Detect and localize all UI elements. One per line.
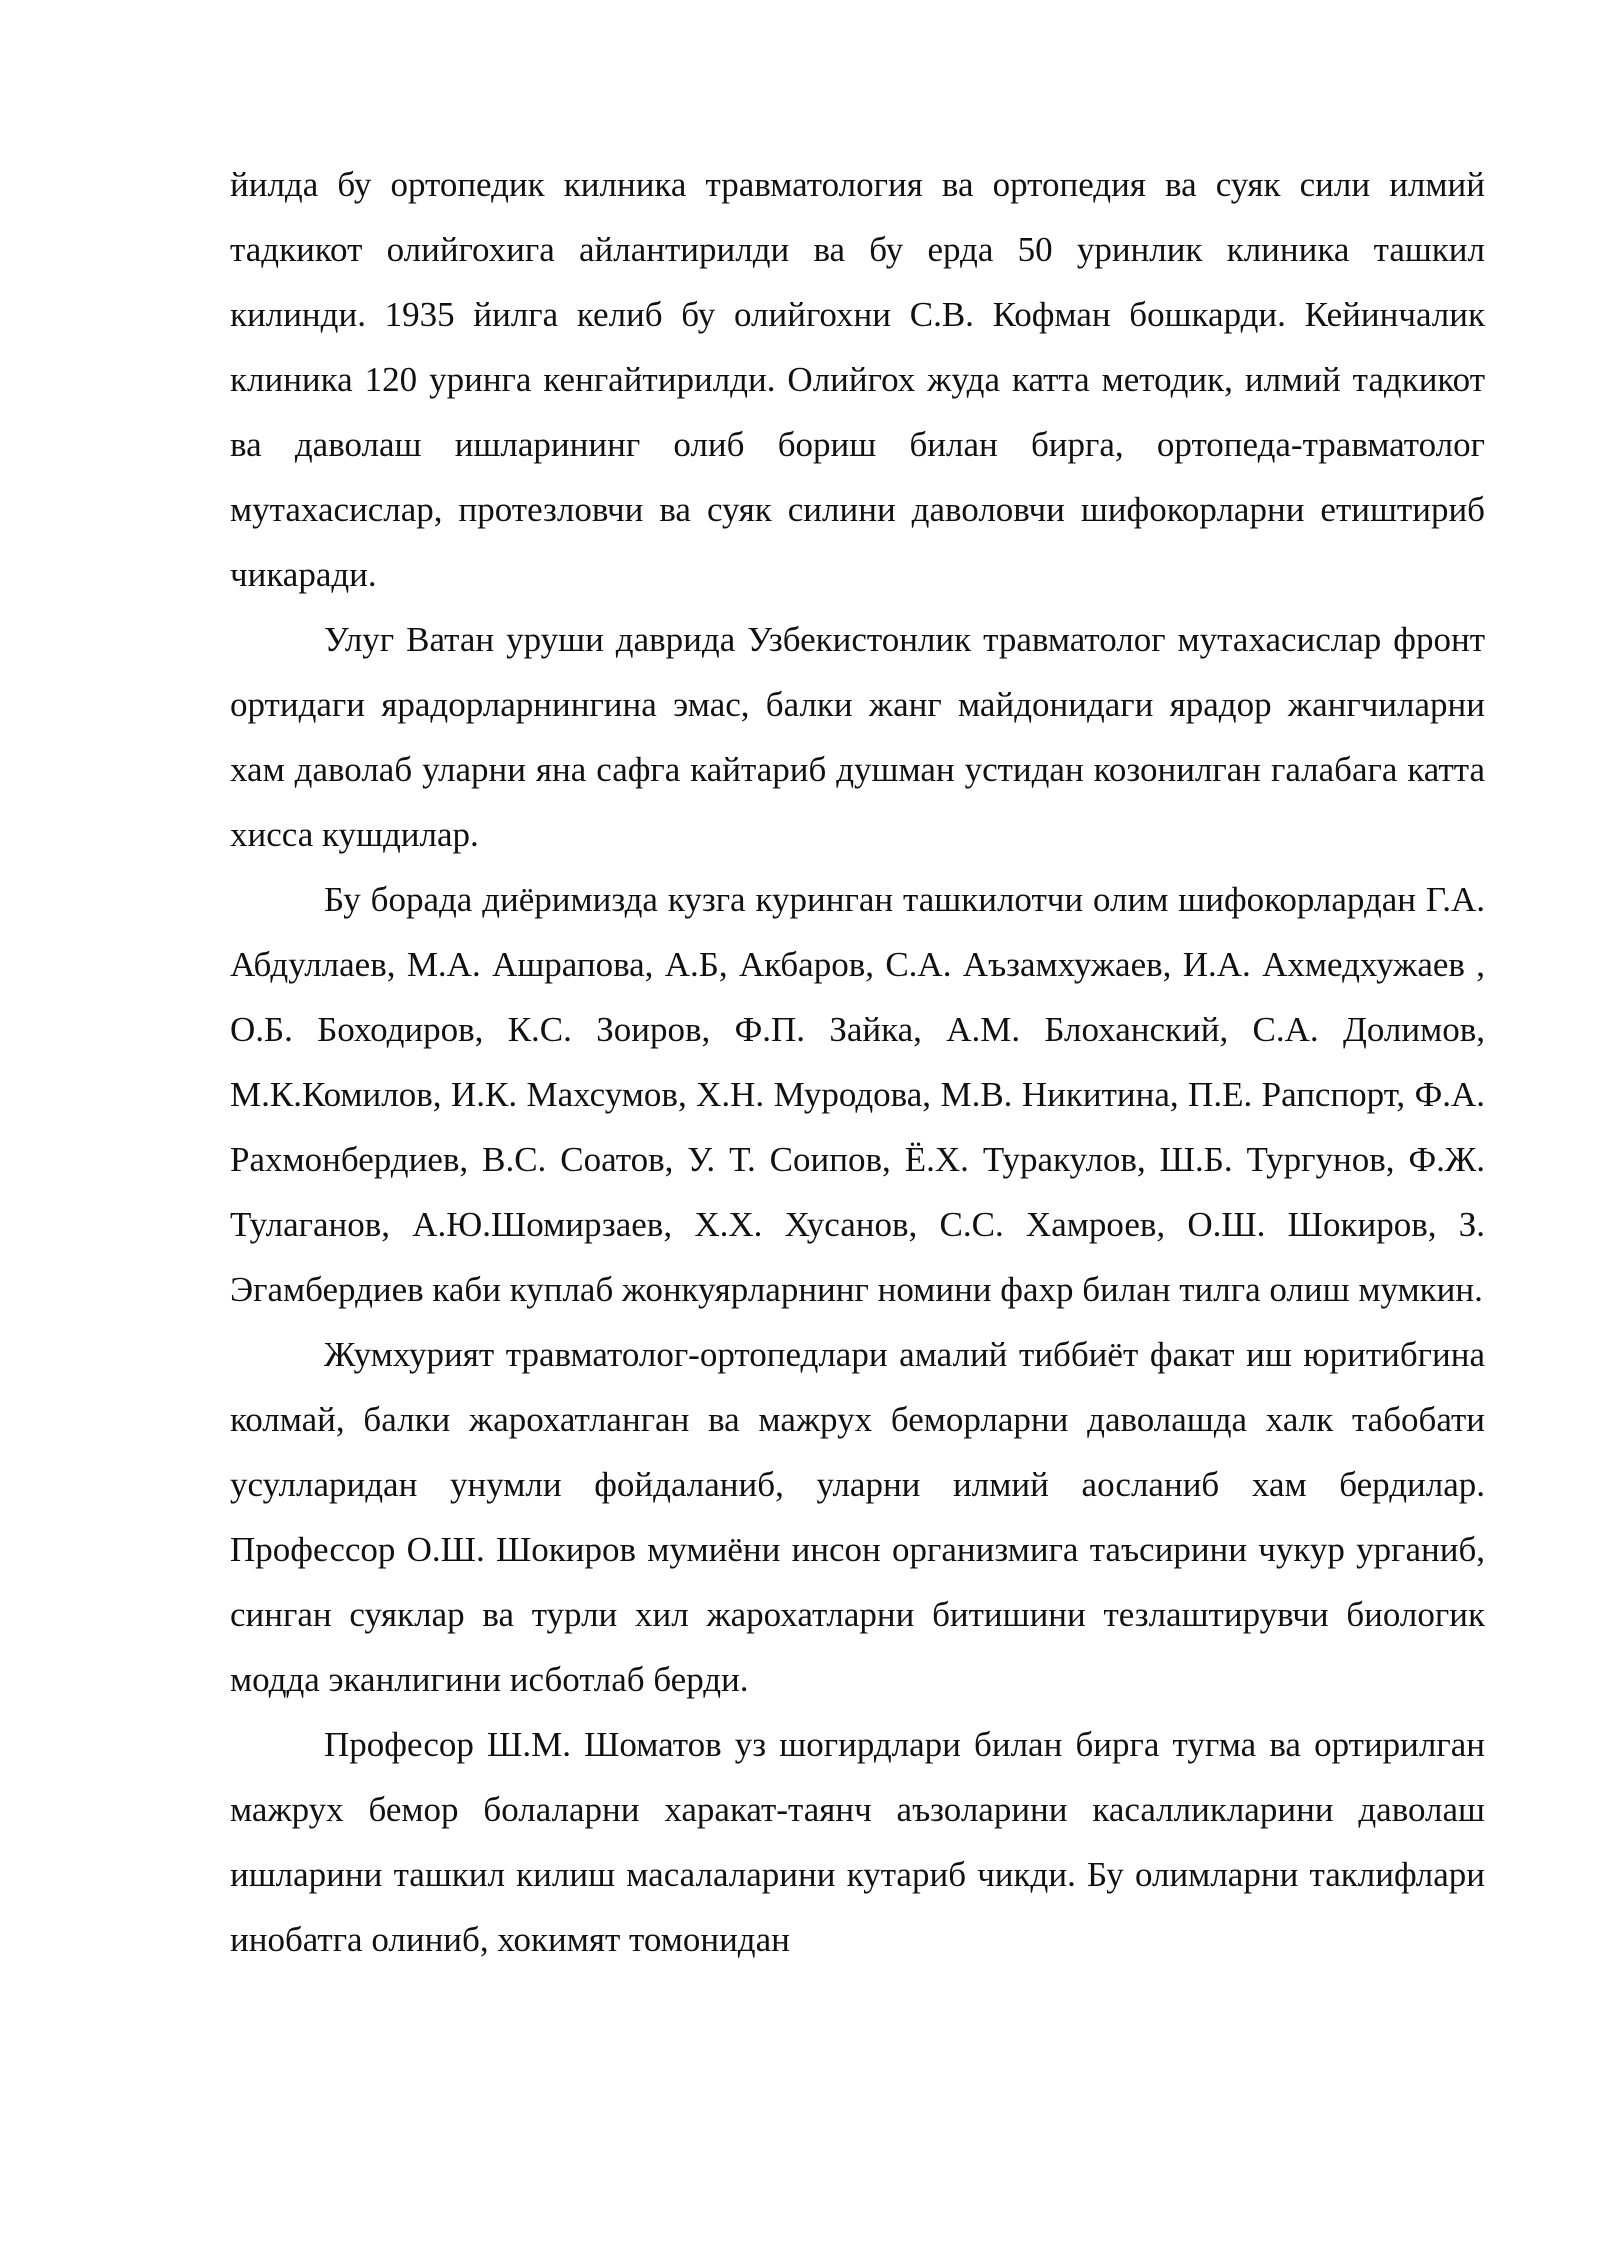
paragraph-professor-shomatov: Професор Ш.М. Шоматов уз шогирдлари билан бирга тугма ва ортирилган мажрух бемор болаларни харакат-таянч аъзоларини касалликларини даволаш ишларини ташкил килиш масалаларини кутариб чикди. Бу олимларни таклифлари инобатга олиниб, хокимят томонидан	[230, 1725, 1485, 1959]
paragraph-clinic-history: йилда бу ортопедик килника травматология ва ортопедия ва суяк сили илмий тадкикот олийгохига айлантирилди ва бу ерда 50 уринлик клиника ташкил килинди. 1935 йилга келиб бу олийгохни С.В. Кофман бошкарди. Кейинчалик клиника 120 уринга кенгайтирилди. Олийгох жуда катта методик, илмий тадкикот ва даволаш ишларининг олиб бориш билан бирга, ортопеда-травматолог мутахасислар, протезловчи ва суяк силини даволовчи шифокорларни етиштириб чикаради.	[230, 165, 1485, 594]
paragraph-folk-medicine: Жумхурият травматолог-ортопедлари амалий тиббиёт факат иш юритибгина колмай, балки жарохатланган ва мажрух беморларни даволашда халк табобати усулларидан унумли фойдаланиб, уларни илмий аосланиб хам бердилар. Профессор О.Ш. Шокиров мумиёни инсон организмига таъсирини чукур урганиб, синган суяклар ва турли хил жарохатларни битишини тезлаштирувчи биологик модда эканлигини исботлаб берди.	[230, 1335, 1485, 1699]
paragraph-war-period: Улуг Ватан уруши даврида Узбекистонлик травматолог мутахасислар фронт ортидаги ярадорларнингина эмас, балки жанг майдонидаги ярадор жангчиларни хам даволаб уларни яна сафга кайтариб душман устидан козонилган галабага катта хисса кушдилар.	[230, 620, 1485, 854]
document-page	[230, 152, 1485, 1972]
paragraph-scientists-list: Бу борада диёримизда кузга куринган ташкилотчи олим шифокорлардан Г.А. Абдуллаев, М.А. Ашрапова, А.Б, Акбаров, С.А. Аъзамхужаев, И.А. Ахмедхужаев , О.Б. Боходиров, К.С. Зоиров, Ф.П. Зайка, А.М. Блоханский, С.А. Долимов, М.К.Комилов, И.К. Махсумов, Х.Н. Муродова, М.В. Никитина, П.Е. Рапспорт, Ф.А. Рахмонбердиев, В.С. Соатов, У. Т. Соипов, Ё.Х. Туракулов, Ш.Б. Тургунов, Ф.Ж. Тулаганов, А.Ю.Шомирзаев, Х.Х. Хусанов, С.С. Хамроев, О.Ш. Шокиров, З. Эгамбердиев каби куплаб жонкуярларнинг номини фахр билан тилга олиш мумкин.	[230, 880, 1485, 1309]
